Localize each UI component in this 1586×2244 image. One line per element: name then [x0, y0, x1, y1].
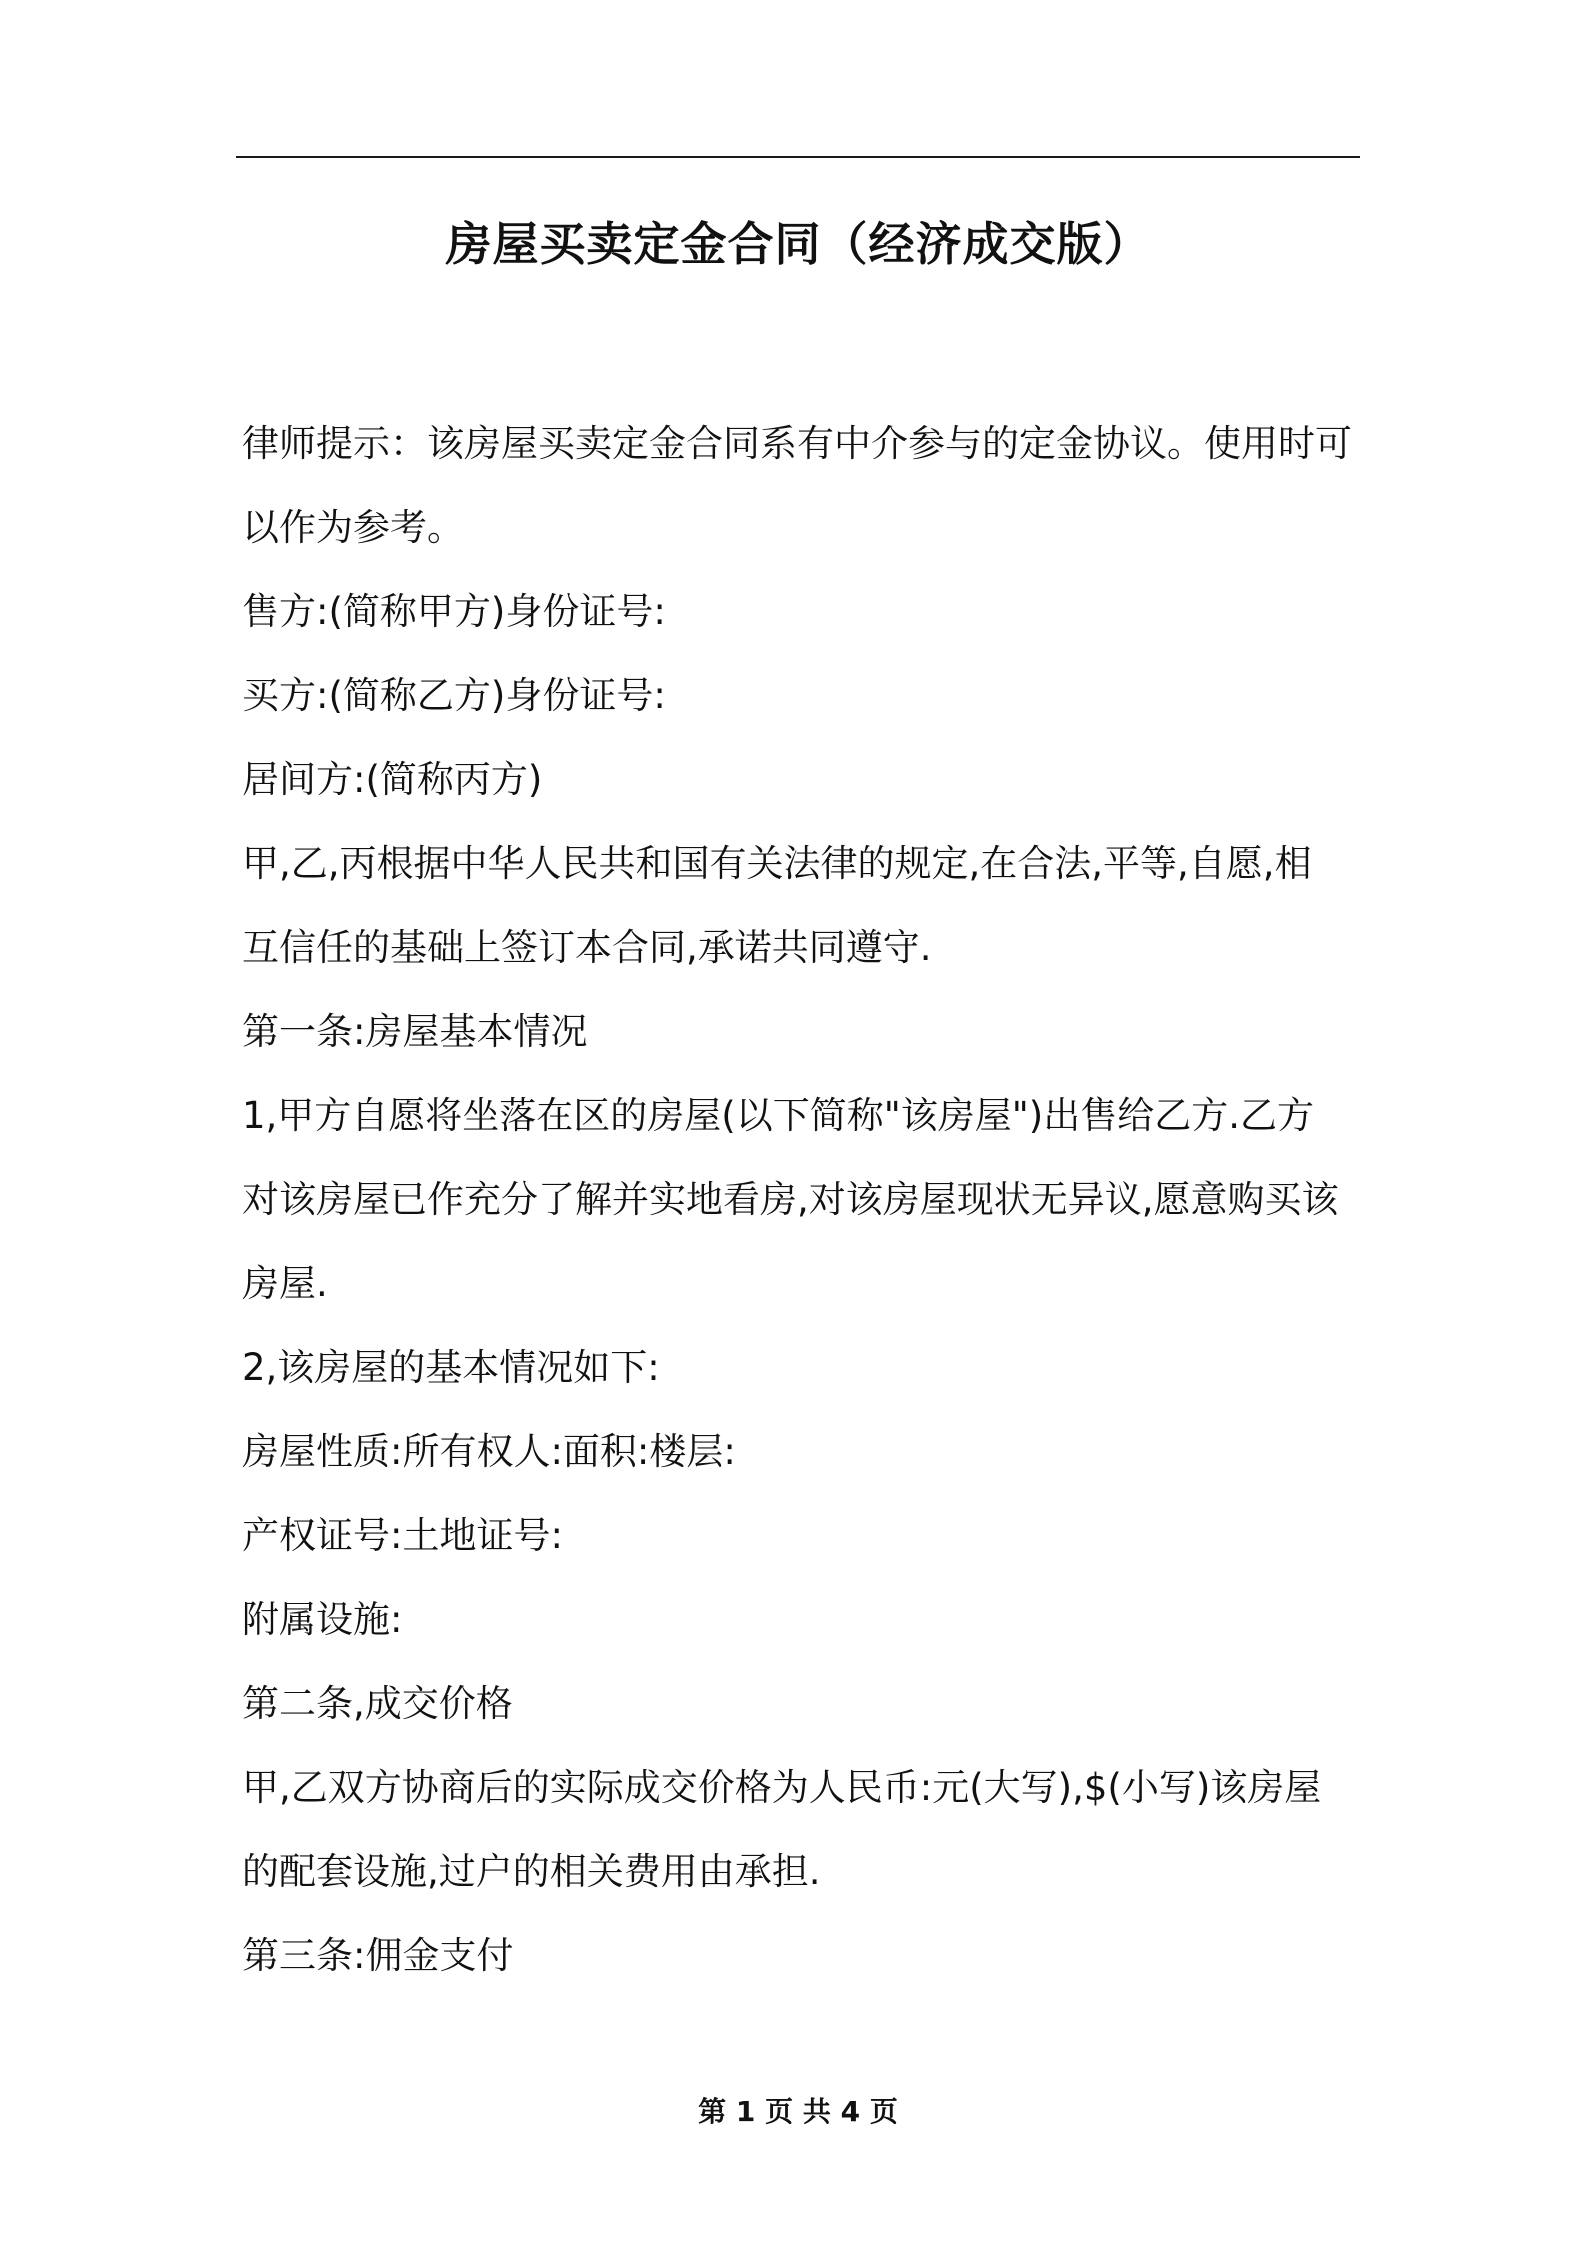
paragraph-line: 买方:(简称乙方)身份证号: [242, 674, 666, 717]
paragraph-line: 甲,乙双方协商后的实际成交价格为人民币:元(大写),$(小写)该房屋 [242, 1766, 1322, 1809]
section-heading: 第二条,成交价格 [242, 1682, 513, 1725]
document-title: 房屋买卖定金合同（经济成交版） [445, 217, 1151, 271]
document-body [242, 402, 1366, 1998]
paragraph-line: 互信任的基础上签订本合同,承诺共同遵守. [242, 926, 932, 969]
paragraph-line: 2,该房屋的基本情况如下: [242, 1346, 660, 1389]
header-rule [236, 156, 1360, 158]
paragraph-line: 以作为参考。 [242, 506, 464, 549]
page-number: 第 1 页 共 4 页 [698, 2095, 898, 2128]
paragraph-line: 的配套设施,过户的相关费用由承担. [242, 1850, 821, 1893]
paragraph-line: 附属设施: [242, 1598, 403, 1641]
paragraph-line: 居间方:(简称丙方) [242, 758, 543, 801]
paragraph-line: 房屋性质:所有权人:面积:楼层: [242, 1430, 736, 1473]
paragraph-line: 产权证号:土地证号: [242, 1514, 563, 1557]
paragraph-line: 1,甲方自愿将坐落在区的房屋(以下简称"该房屋")出售给乙方.乙方 [242, 1094, 1314, 1137]
paragraph-line: 房屋. [242, 1262, 328, 1305]
paragraph-line: 对该房屋已作充分了解并实地看房,对该房屋现状无异议,愿意购买该 [242, 1178, 1339, 1221]
paragraph-line: 律师提示：该房屋买卖定金合同系有中介参与的定金协议。使用时可 [242, 422, 1352, 465]
section-heading: 第三条:佣金支付 [242, 1934, 514, 1977]
paragraph-line: 甲,乙,丙根据中华人民共和国有关法律的规定,在合法,平等,自愿,相 [242, 842, 1312, 885]
paragraph-line: 售方:(简称甲方)身份证号: [242, 590, 666, 633]
section-heading: 第一条:房屋基本情况 [242, 1010, 588, 1053]
